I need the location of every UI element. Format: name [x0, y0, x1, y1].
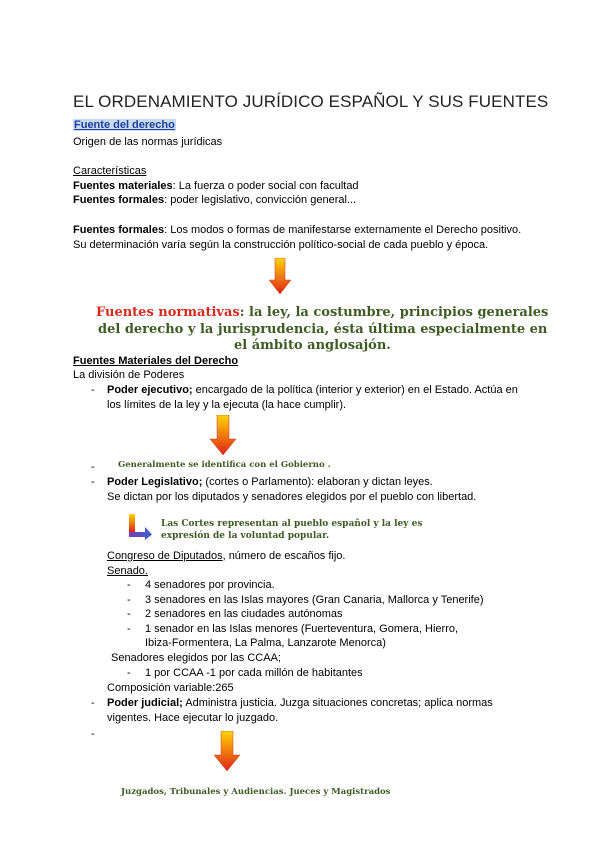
- legislativo-line2: Se dictan por los diputados y senadores elegidos por el pueblo con libertad.: [107, 491, 477, 503]
- legislativo-text: (cortes o Parlamento): elaboran y dictan leyes.: [202, 476, 433, 488]
- normativas-label: Fuentes normativas: [96, 305, 240, 320]
- gobierno-note: Generalmente se identifica con el Gobierno .: [118, 460, 331, 470]
- fuentes-formales-def-text: : Los modos o formas de manifestarse externamente el Derecho positivo.: [164, 224, 522, 236]
- fuentes-materiales-text: : La fuerza o poder social con facultad: [172, 180, 359, 192]
- senado-item: 1 senador en las Islas menores (Fuerteventura, Gomera, Hierro,: [145, 623, 459, 635]
- normativas-line1: [96, 304, 548, 321]
- ejecutivo-label: Poder ejecutivo;: [107, 384, 193, 396]
- legislativo-label: Poder Legislativo;: [107, 476, 203, 488]
- congreso-text: , número de escaños fijo.: [222, 550, 346, 562]
- senado-item: 2 senadores en las ciudades autónomas: [145, 608, 343, 620]
- ejecutivo-text: encargado de la política (interior y exterior) en el Estado. Actúa en: [192, 384, 518, 396]
- fuentes-formales-def-line: [73, 223, 521, 237]
- composicion: Composición variable:265: [107, 682, 234, 694]
- ejecutivo-line2: los límites de la ley y la ejecuta (la hace cumplir).: [107, 399, 347, 411]
- bullet-dash: -: [127, 623, 131, 635]
- judicial-line2: vigentes. Hace ejecutar lo juzgado.: [107, 712, 279, 724]
- bullet-dash: -: [91, 476, 95, 488]
- normativas-line1-rest: : la ley, la costumbre, principios generales: [239, 305, 549, 320]
- bullet-dash: -: [127, 667, 131, 679]
- judicial-line: [107, 696, 493, 710]
- juzgados-note: Juzgados, Tribunales y Audiencias. Jueces y Magistrados: [121, 787, 391, 797]
- caracteristicas-heading: Características: [73, 165, 147, 177]
- congreso-line: [107, 549, 345, 563]
- fuentes-materiales-line: [73, 179, 359, 193]
- bullet-dash: -: [91, 697, 95, 709]
- bullet-dash: -: [127, 594, 131, 606]
- judicial-text: Administra justicia. Juzga situaciones concretas; aplica normas: [182, 697, 493, 709]
- materiales-heading: Fuentes Materiales del Derecho: [73, 355, 239, 367]
- normativas-line2: del derecho y la jurisprudencia, ésta última especialmente en: [98, 322, 548, 337]
- division-poderes: La división de Poderes: [73, 369, 185, 381]
- bullet-dash: -: [91, 384, 95, 396]
- senado-label: Senado.: [107, 565, 148, 577]
- bullet-dash: -: [91, 728, 95, 740]
- cortes-note-2: expresión de la voluntad popular.: [161, 531, 330, 541]
- fuentes-formales-def-label: Fuentes formales: [73, 224, 165, 236]
- fuentes-materiales-label: Fuentes materiales: [73, 180, 173, 192]
- down-arrow-icon: [269, 258, 291, 294]
- fuente-definition: Origen de las normas jurídicas: [73, 136, 223, 148]
- ejecutivo-line: [107, 383, 518, 397]
- corner-arrow-icon: [127, 514, 153, 540]
- ccaa-text: Senadores elegidos por las CCAA;: [111, 652, 281, 664]
- fuentes-formales-line: [73, 193, 356, 207]
- congreso-label: Congreso de Diputados: [107, 550, 223, 562]
- fuentes-formales-label: Fuentes formales: [73, 194, 165, 206]
- senado-item: 4 senadores por provincia.: [145, 579, 275, 591]
- fuente-heading: Fuente del derecho: [74, 119, 175, 131]
- cortes-note-1: Las Cortes representan al pueblo español y la ley es: [161, 519, 423, 529]
- down-arrow-icon: [214, 731, 240, 771]
- ccaa-item: 1 por CCAA -1 por cada millón de habitantes: [145, 667, 363, 679]
- bullet-dash: -: [127, 608, 131, 620]
- senado-item: 3 senadores en las Islas mayores (Gran Canaria, Mallorca y Tenerife): [145, 594, 484, 606]
- legislativo-line: [107, 475, 433, 489]
- fuentes-formales-def-line2: Su determinación varía según la construcción político-social de cada pueblo y época.: [73, 239, 489, 251]
- page-title: EL ORDENAMIENTO JURÍDICO ESPAÑOL Y SUS FUENTES: [73, 92, 549, 111]
- judicial-label: Poder judicial;: [107, 697, 183, 709]
- normativas-line3: el ámbito anglosajón.: [234, 338, 391, 353]
- bullet-dash: -: [91, 461, 95, 473]
- senado-item-line2: Ibiza-Formentera, La Palma, Lanzarote Menorca): [145, 637, 386, 649]
- bullet-dash: -: [127, 579, 131, 591]
- fuentes-formales-text: : poder legislativo, convicción general...: [164, 194, 357, 206]
- down-arrow-icon: [210, 415, 236, 455]
